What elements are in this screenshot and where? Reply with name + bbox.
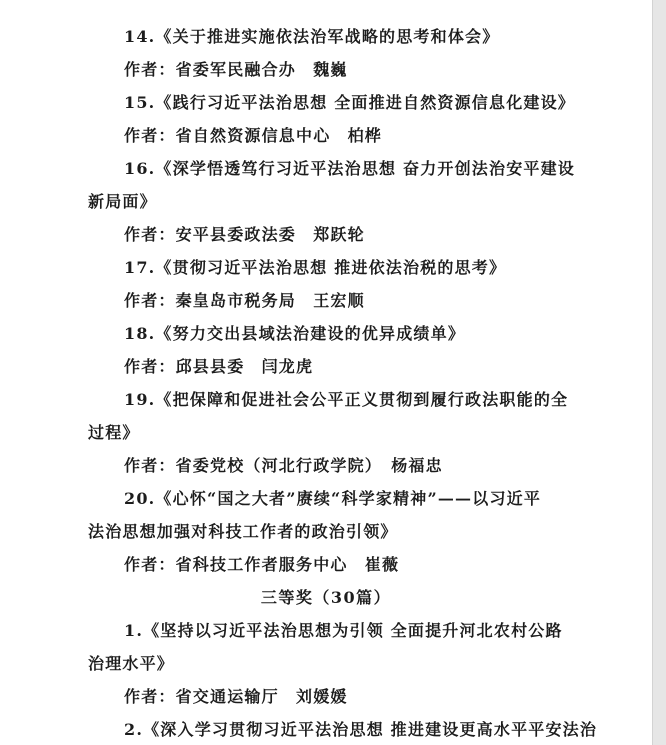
page-edge bbox=[652, 0, 666, 745]
entry-17-title: 17.《贯彻习近平法治思想 推进依法治税的思考》 bbox=[124, 258, 507, 277]
entry-19-title: 19.《把保障和促进社会公平正义贯彻到履行政法职能的全 bbox=[124, 390, 569, 409]
entry-18-title: 18.《努力交出县域法治建设的优异成绩单》 bbox=[124, 324, 466, 343]
entry-19-author: 作者：省委党校（河北行政学院） 杨福忠 bbox=[124, 456, 443, 475]
entry-19-title-cont: 过程》 bbox=[88, 423, 140, 442]
entry-16-title: 16.《深学悟透笃行习近平法治思想 奋力开创法治安平建设 bbox=[124, 159, 576, 178]
entry-14-author: 作者：省委军民融合办 魏巍 bbox=[124, 60, 348, 79]
third-entry-2-title: 2.《深入学习贯彻习近平法治思想 推进建设更高水平平安法治 bbox=[124, 720, 598, 739]
third-prize-heading: 三等奖（30篇） bbox=[260, 588, 392, 607]
third-entry-1-title: 1.《坚持以习近平法治思想为引领 全面提升河北农村公路 bbox=[124, 621, 563, 640]
entry-16-author: 作者：安平县委政法委 郑跃轮 bbox=[124, 225, 365, 244]
entry-16-title-cont: 新局面》 bbox=[88, 192, 157, 211]
entry-20-title: 20.《心怀“国之大者”赓续“科学家精神”——以习近平 bbox=[124, 489, 542, 508]
third-entry-1-author: 作者：省交通运输厅 刘媛媛 bbox=[124, 687, 348, 706]
entry-15-author: 作者：省自然资源信息中心 柏桦 bbox=[124, 126, 383, 145]
entry-20-title-cont: 法治思想加强对科技工作者的政治引领》 bbox=[88, 522, 398, 541]
entry-14-title: 14.《关于推进实施依法治军战略的思考和体会》 bbox=[124, 27, 500, 46]
entry-20-author: 作者：省科技工作者服务中心 崔薇 bbox=[124, 555, 400, 574]
entry-18-author: 作者：邱县县委 闫龙虎 bbox=[124, 357, 314, 376]
entry-17-author: 作者：秦皇岛市税务局 王宏顺 bbox=[124, 291, 365, 310]
third-entry-1-title-cont: 治理水平》 bbox=[88, 654, 175, 673]
entry-15-title: 15.《践行习近平法治思想 全面推进自然资源信息化建设》 bbox=[124, 93, 576, 112]
